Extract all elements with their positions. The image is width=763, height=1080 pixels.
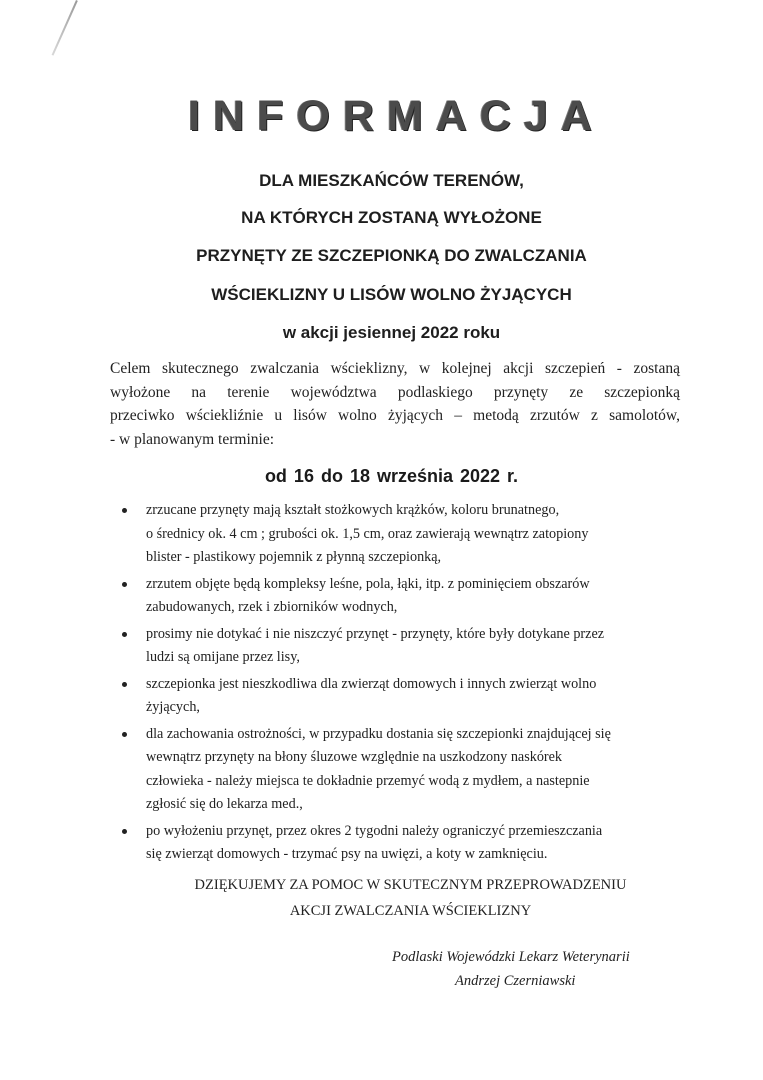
bullet-icon — [122, 682, 127, 687]
bullet-icon — [122, 829, 127, 834]
heading-line-1: DLA MIESZKAŃCÓW TERENÓW, — [259, 171, 524, 190]
bullet-icon — [122, 632, 127, 637]
scan-fold-mark — [52, 0, 78, 56]
heading-line-3: PRZYNĘTY ZE SZCZEPIONKĄ DO ZWALCZANIA — [196, 246, 587, 265]
thanks-line-2: AKCJI ZWALCZANIA WŚCIEKLIZNY — [289, 903, 532, 919]
signature-name: Andrzej Czerniawski — [455, 973, 576, 989]
bullet-icon — [122, 508, 127, 513]
intro-line: Celem skutecznego zwalczania wścieklizny, w kolejnej akcji szczepień - zostaną — [110, 360, 680, 377]
page-title: INFORMACJA — [188, 92, 605, 140]
intro-line: - w planowanym terminie: — [110, 430, 274, 448]
heading-line-2: NA KTÓRYCH ZOSTANĄ WYŁOŻONE — [241, 208, 542, 227]
intro-line: przeciwko wściekliźnie u lisów wolno żyjących – metodą zrzutów z samolotów, — [110, 407, 680, 424]
campaign-dates: od 16 do 18 września 2022 r. — [264, 466, 519, 486]
signature-block — [392, 945, 692, 993]
list-item: prosimy nie dotykać i nie niszczyć przynęt - przynęty, które były dotykane przez ludzi są omijane przez lisy, — [122, 623, 682, 670]
heading-line-4: WŚCIEKLIZNY U LISÓW WOLNO ŻYJĄCYCH — [211, 285, 572, 304]
list-item: zrzutem objęte będą kompleksy leśne, pola, łąki, itp. z pominięciem obszarów zabudowanych, rzek i zbiorników wodnych, — [122, 573, 682, 620]
bullet-list — [122, 499, 682, 867]
intro-line: wyłożone na terenie województwa podlaskiego przynęty ze szczepionką — [110, 383, 680, 401]
thanks-line-1: DZIĘKUJEMY ZA POMOC W SKUTECZNYM PRZEPROWADZENIU — [194, 877, 627, 893]
list-item: po wyłożeniu przynęt, przez okres 2 tygodni należy ograniczyć przemieszczania się zwierząt domowych - trzymać psy na uwięzi, a koty w zamknięciu. — [122, 820, 682, 867]
signature-title: Podlaski Wojewódzki Lekarz Weterynarii — [392, 949, 630, 965]
bullet-icon — [122, 732, 127, 737]
bullet-icon — [122, 582, 127, 587]
list-item: dla zachowania ostrożności, w przypadku dostania się szczepionki znajdującej się wewnątrz przynęty na błony śluzowe względnie na uszkodzony naskórek człowieka - należy miejsca te dokładnie przemyć wodą z mydłem, a nastepnie zgłosić się do lekarza med., — [122, 723, 682, 817]
intro-paragraph — [110, 357, 680, 451]
heading-line-5: w akcji jesiennej 2022 roku — [282, 323, 501, 342]
list-item: zrzucane przynęty mają kształt stożkowych krążków, koloru brunatnego, o średnicy ok. 4 cm ; grubości ok. 1,5 cm, oraz zawierają wewnątrz zatopiony blister - plastikowy pojemnik z płynną szczepionką, — [122, 499, 682, 570]
list-item: szczepionka jest nieszkodliwa dla zwierząt domowych i innych zwierząt wolno żyjących, — [122, 673, 682, 720]
